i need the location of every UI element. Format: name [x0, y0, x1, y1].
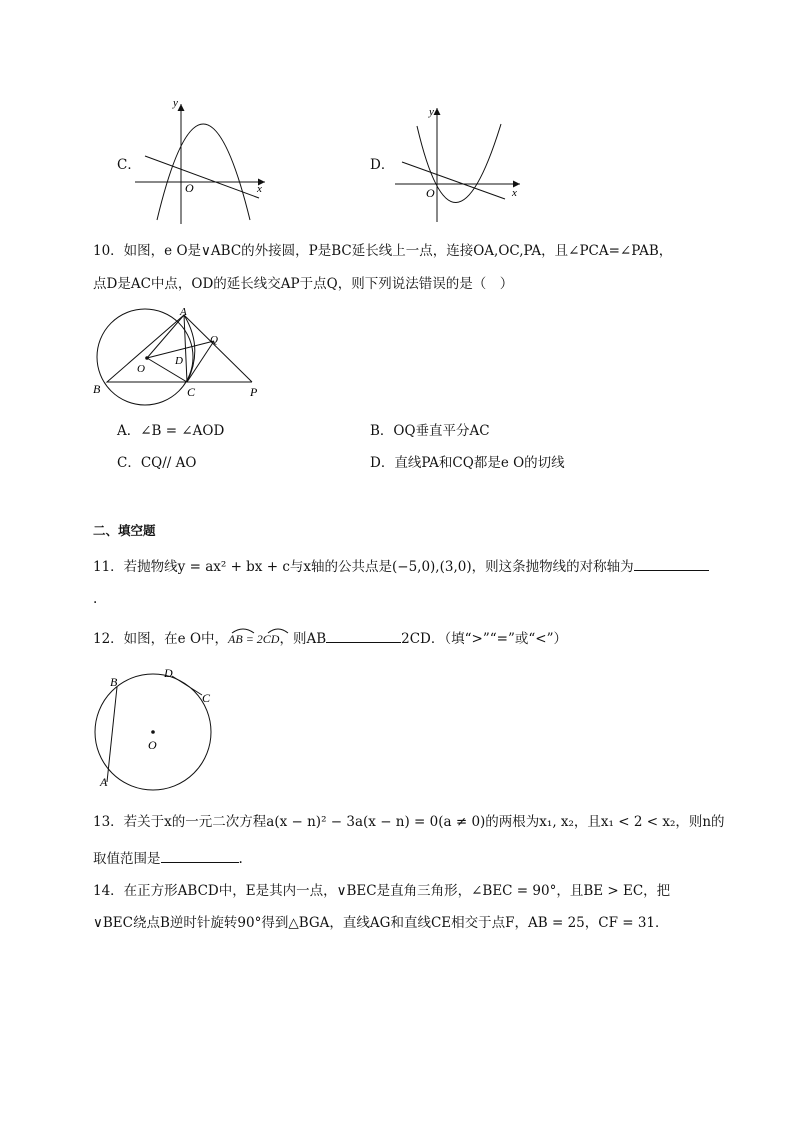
origin-label: O — [185, 181, 194, 195]
origin-label: O — [426, 186, 435, 200]
svg-text:B: B — [110, 675, 118, 689]
q10-option-b: B．OQ垂直平分AC — [370, 423, 490, 439]
q12-text-line1: 12．如图，在e O中， AB = 2CD，则AB 2CD．（填“>”“=”或“<”） — [93, 628, 567, 648]
option-c-label: C． — [117, 157, 141, 173]
svg-text:B: B — [93, 382, 101, 396]
svg-text:A: A — [100, 775, 108, 789]
svg-text:C: C — [202, 691, 211, 705]
svg-text:D: D — [175, 355, 183, 367]
q11-text-line2: . — [93, 591, 98, 607]
q13-text-line2: 取值范围是 . — [93, 848, 243, 868]
svg-text:O: O — [137, 363, 145, 375]
q14-text-line2: ∨BEC绕点B逆时针旋转90°得到△BGA，直线AG和直线CE相交于点F，AB = 25，CF = 31． — [93, 915, 669, 931]
q10-text-line1: 10．如图，e O是∨ABC的外接圆，P是BC延长线上一点，连接OA,OC,PA，且∠PCA=∠PAB， — [93, 243, 673, 259]
y-axis-label: y — [173, 98, 178, 109]
x-axis-label: x — [512, 187, 517, 199]
y-axis-label: y — [429, 106, 434, 118]
option-d-label: D． — [370, 157, 395, 173]
q10-option-a: A．∠B = ∠AOD — [117, 423, 225, 439]
section-heading: 二、填空题 — [93, 523, 156, 538]
svg-text:A: A — [180, 306, 187, 318]
q10-text-line2: 点D是AC中点，OD的延长线交AP于点Q，则下列说法错误的是（ ） — [93, 276, 514, 292]
x-axis-label: x — [257, 183, 262, 195]
q12-figure — [88, 662, 223, 792]
svg-text:Q: Q — [210, 334, 218, 346]
q14-text-line1: 14．在正方形ABCD中，E是其内一点，∨BEC是直角三角形，∠BEC = 90°，且BE > EC，把 — [93, 883, 671, 899]
svg-text:P: P — [250, 385, 258, 399]
q10-option-d: D．直线PA和CQ都是e O的切线 — [370, 455, 565, 471]
option-d-graph — [395, 104, 525, 224]
svg-text:D: D — [164, 666, 173, 680]
q11-text-line1: 11．若抛物线y = ax² + bx + c与x轴的公共点是(−5,0),(3,0)，则这条抛物线的对称轴为 — [93, 556, 709, 576]
q13-text-line1: 13．若关于x的一元二次方程a(x − n)² − 3a(x − n) = 0(a ≠ 0)的两根为x₁, x₂，且x₁ < 2 < x₂，则n的 — [93, 814, 725, 830]
svg-text:C: C — [187, 385, 196, 399]
arc-equation: AB = 2CD — [228, 630, 279, 648]
svg-text:O: O — [148, 738, 157, 752]
q10-option-c: C．CQ// AO — [117, 455, 197, 471]
option-c-graph — [135, 98, 270, 226]
q10-figure — [90, 302, 270, 412]
